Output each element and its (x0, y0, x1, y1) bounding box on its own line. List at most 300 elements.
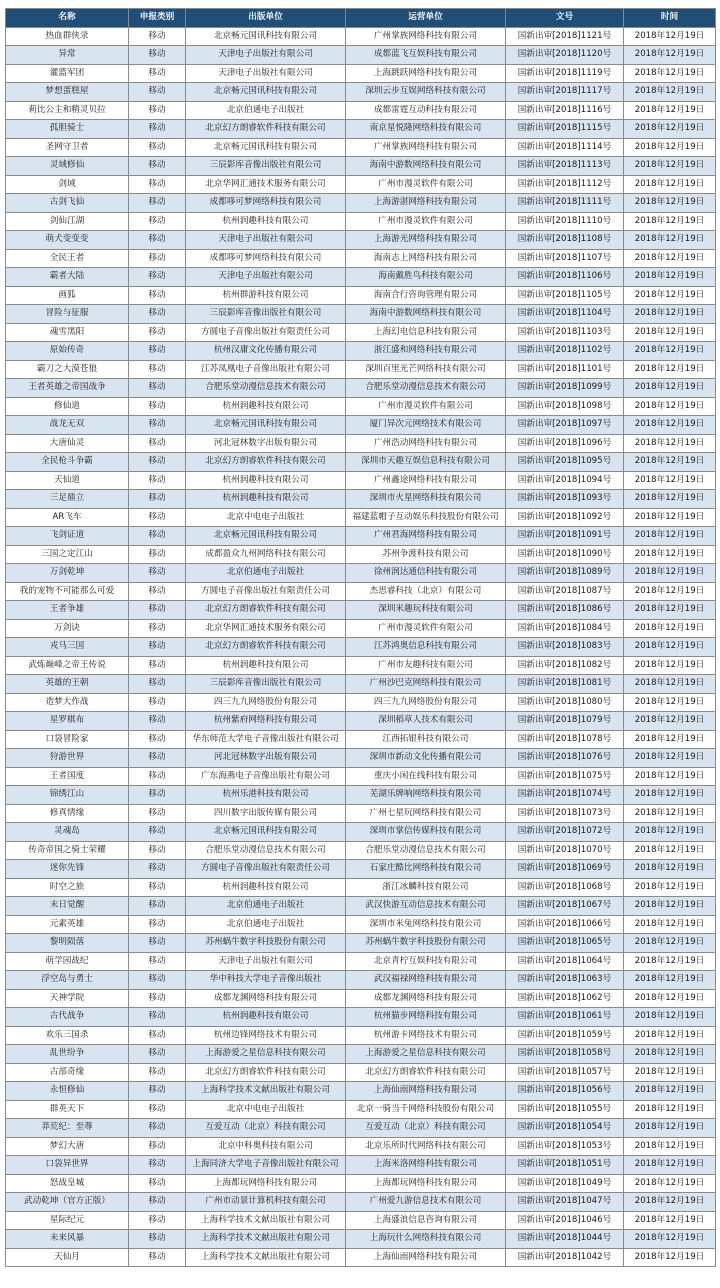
date-cell: 2018年12月19日 (624, 1230, 716, 1249)
name-cell: 永恒修仙 (6, 1082, 129, 1101)
date-cell: 2018年12月19日 (624, 1156, 716, 1175)
publisher-cell: 北京幻方朗睿软件科技有限公司 (186, 120, 346, 139)
publisher-cell: 成都龙渊网络科技有限公司 (186, 989, 346, 1008)
category-cell: 移动 (129, 730, 186, 749)
date-cell: 2018年12月19日 (624, 564, 716, 583)
approval-number-cell: 国新出审[2018]1094号 (506, 471, 624, 490)
operator-cell: 海南中游数网络科技有限公司 (346, 157, 506, 176)
publisher-cell: 北京中科奥科技有限公司 (186, 1137, 346, 1156)
publisher-cell: 天津电子出版社有限公司 (186, 231, 346, 250)
date-cell: 2018年12月19日 (624, 360, 716, 379)
approval-number-cell: 国新出审[2018]1099号 (506, 379, 624, 398)
table-row (6, 157, 716, 176)
date-cell: 2018年12月19日 (624, 434, 716, 453)
approval-number-cell: 国新出审[2018]1111号 (506, 194, 624, 213)
approval-number-cell: 国新出审[2018]1076号 (506, 749, 624, 768)
table-row (6, 249, 716, 268)
table-row (6, 138, 716, 157)
approval-number-cell: 国新出审[2018]1062号 (506, 989, 624, 1008)
date-cell: 2018年12月19日 (624, 397, 716, 416)
name-cell: 造梦大作战 (6, 693, 129, 712)
name-cell: 戎马三国 (6, 638, 129, 657)
table-row (6, 305, 716, 324)
approval-number-cell: 国新出审[2018]1042号 (506, 1248, 624, 1267)
name-cell: 武动乾坤（官方正版） (6, 1193, 129, 1212)
category-cell: 移动 (129, 915, 186, 934)
table-row (6, 360, 716, 379)
operator-cell: 广州鑫途网络科技有限公司 (346, 471, 506, 490)
name-cell: 梦想蛋糕屋 (6, 83, 129, 102)
name-cell: 萌学园战纪 (6, 952, 129, 971)
publisher-cell: 天津电子出版社有限公司 (186, 952, 346, 971)
publisher-cell: 成都盈众九州网络科技有限公司 (186, 545, 346, 564)
category-cell: 移动 (129, 397, 186, 416)
publisher-cell: 上海科学技术文献出版社有限公司 (186, 1082, 346, 1101)
table-row (6, 268, 716, 287)
approval-number-cell: 国新出审[2018]1070号 (506, 841, 624, 860)
name-cell: 万剑诀 (6, 619, 129, 638)
category-cell: 移动 (129, 416, 186, 435)
category-cell: 移动 (129, 305, 186, 324)
approval-number-cell: 国新出审[2018]1105号 (506, 286, 624, 305)
date-cell: 2018年12月19日 (624, 878, 716, 897)
operator-cell: 石家庄酷比网络科技有限公司 (346, 860, 506, 879)
date-cell: 2018年12月19日 (624, 1119, 716, 1138)
date-cell: 2018年12月19日 (624, 841, 716, 860)
category-cell: 移动 (129, 823, 186, 842)
table-row (6, 675, 716, 694)
publisher-cell: 上海游爱之星信息科技有限公司 (186, 1045, 346, 1064)
category-cell: 移动 (129, 564, 186, 583)
category-cell: 移动 (129, 786, 186, 805)
name-cell: 黎明陨落 (6, 934, 129, 953)
table-row (6, 601, 716, 620)
table-row (6, 878, 716, 897)
operator-cell: 广州市友趣科技有限公司 (346, 656, 506, 675)
date-cell: 2018年12月19日 (624, 527, 716, 546)
name-cell: 天神学院 (6, 989, 129, 1008)
operator-cell: 广州掌族网络科技有限公司 (346, 27, 506, 46)
date-cell: 2018年12月19日 (624, 545, 716, 564)
category-cell: 移动 (129, 1193, 186, 1212)
operator-cell: 广州市漫灵软件有限公司 (346, 397, 506, 416)
operator-cell: 广州市漫灵软件有限公司 (346, 619, 506, 638)
operator-cell: 杭州猫步网络科技有限公司 (346, 1008, 506, 1027)
column-header-category: 申报类别 (129, 9, 186, 28)
category-cell: 移动 (129, 194, 186, 213)
operator-cell: 成都蓝飞互娱科技有限公司 (346, 46, 506, 65)
name-cell: 全民枪斗争霸 (6, 453, 129, 472)
name-cell: 乱世纷争 (6, 1045, 129, 1064)
operator-cell: 江苏鸿奥信息科技有限公司 (346, 638, 506, 657)
approval-number-cell: 国新出审[2018]1066号 (506, 915, 624, 934)
table-row (6, 231, 716, 250)
table-row (6, 749, 716, 768)
date-cell: 2018年12月19日 (624, 138, 716, 157)
table-row (6, 1137, 716, 1156)
date-cell: 2018年12月19日 (624, 693, 716, 712)
date-cell: 2018年12月19日 (624, 934, 716, 953)
operator-cell: 深圳百里光芒网络科技有限公司 (346, 360, 506, 379)
approval-number-cell: 国新出审[2018]1108号 (506, 231, 624, 250)
operator-cell: 杰思睿科技（北京）有限公司 (346, 582, 506, 601)
approval-table-container (5, 8, 715, 1267)
name-cell: AR飞车 (6, 508, 129, 527)
approval-number-cell: 国新出审[2018]1086号 (506, 601, 624, 620)
approval-number-cell: 国新出审[2018]1119号 (506, 64, 624, 83)
operator-cell: 上海游湛网络科技有限公司 (346, 194, 506, 213)
approval-number-cell: 国新出审[2018]1075号 (506, 767, 624, 786)
name-cell: 热血群侠录 (6, 27, 129, 46)
table-row (6, 1248, 716, 1267)
name-cell: 星际纪元 (6, 1211, 129, 1230)
category-cell: 移动 (129, 1008, 186, 1027)
operator-cell: 南京星悦隆网络科技有限公司 (346, 120, 506, 139)
publisher-cell: 北京中电电子出版社 (186, 508, 346, 527)
category-cell: 移动 (129, 268, 186, 287)
approval-number-cell: 国新出审[2018]1053号 (506, 1137, 624, 1156)
publisher-cell: 杭州乐港科技有限公司 (186, 786, 346, 805)
date-cell: 2018年12月19日 (624, 471, 716, 490)
name-cell: 战龙无双 (6, 416, 129, 435)
operator-cell: 上海游光网络科技有限公司 (346, 231, 506, 250)
table-row (6, 120, 716, 139)
table-row (6, 175, 716, 194)
table-row (6, 1174, 716, 1193)
publisher-cell: 华东师范大学电子音像出版社有限公司 (186, 730, 346, 749)
publisher-cell: 上海科学技术文献出版社有限公司 (186, 1230, 346, 1249)
approval-number-cell: 国新出审[2018]1044号 (506, 1230, 624, 1249)
publisher-cell: 杭州群游科技有限公司 (186, 286, 346, 305)
category-cell: 移动 (129, 360, 186, 379)
table-row (6, 1156, 716, 1175)
name-cell: 怒战皇城 (6, 1174, 129, 1193)
approval-number-cell: 国新出审[2018]1096号 (506, 434, 624, 453)
table-row (6, 1026, 716, 1045)
column-header-date: 时间 (624, 9, 716, 28)
date-cell: 2018年12月19日 (624, 379, 716, 398)
table-row (6, 564, 716, 583)
operator-cell: 四三九九网络股份有限公司 (346, 693, 506, 712)
date-cell: 2018年12月19日 (624, 323, 716, 342)
operator-cell: 深圳市米兔网络科技有限公司 (346, 915, 506, 934)
table-row (6, 1063, 716, 1082)
table-row (6, 841, 716, 860)
name-cell: 霸刀之大漠苍狼 (6, 360, 129, 379)
name-cell: 王者国度 (6, 767, 129, 786)
publisher-cell: 杭州润趣科技有限公司 (186, 212, 346, 231)
table-row (6, 860, 716, 879)
publisher-cell: 北京畅元国讯科技有限公司 (186, 83, 346, 102)
category-cell: 移动 (129, 767, 186, 786)
table-row (6, 804, 716, 823)
table-row (6, 897, 716, 916)
name-cell: 灵魂岛 (6, 823, 129, 842)
category-cell: 移动 (129, 841, 186, 860)
approval-number-cell: 国新出审[2018]1067号 (506, 897, 624, 916)
operator-cell: 芜湖乐牌响网络科技有限公司 (346, 786, 506, 805)
table-row (6, 1100, 716, 1119)
name-cell: 莽荒纪：至尊 (6, 1119, 129, 1138)
table-row (6, 582, 716, 601)
category-cell: 移动 (129, 1026, 186, 1045)
operator-cell: 广州浩动网络科技有限公司 (346, 434, 506, 453)
category-cell: 移动 (129, 1045, 186, 1064)
table-body (6, 27, 716, 1267)
approval-number-cell: 国新出审[2018]1073号 (506, 804, 624, 823)
date-cell: 2018年12月19日 (624, 1100, 716, 1119)
date-cell: 2018年12月19日 (624, 157, 716, 176)
date-cell: 2018年12月19日 (624, 638, 716, 657)
approval-number-cell: 国新出审[2018]1089号 (506, 564, 624, 583)
date-cell: 2018年12月19日 (624, 1008, 716, 1027)
name-cell: 霸者大陆 (6, 268, 129, 287)
approval-number-cell: 国新出审[2018]1097号 (506, 416, 624, 435)
category-cell: 移动 (129, 286, 186, 305)
category-cell: 移动 (129, 693, 186, 712)
name-cell: 孤胆骑士 (6, 120, 129, 139)
approval-number-cell: 国新出审[2018]1081号 (506, 675, 624, 694)
name-cell: 英雄的王朝 (6, 675, 129, 694)
name-cell: 群英天下 (6, 1100, 129, 1119)
category-cell: 移动 (129, 101, 186, 120)
category-cell: 移动 (129, 1063, 186, 1082)
date-cell: 2018年12月19日 (624, 675, 716, 694)
category-cell: 移动 (129, 157, 186, 176)
category-cell: 移动 (129, 490, 186, 509)
name-cell: 萌犬变变变 (6, 231, 129, 250)
publisher-cell: 广东海燕电子音像出版社有限公司 (186, 767, 346, 786)
publisher-cell: 北京中电电子出版社 (186, 1100, 346, 1119)
operator-cell: 浙江盛和网络科技有限公司 (346, 342, 506, 361)
publisher-cell: 天津电子出版社有限公司 (186, 64, 346, 83)
category-cell: 移动 (129, 749, 186, 768)
operator-cell: 广州市漫灵软件有限公司 (346, 175, 506, 194)
approval-number-cell: 国新出审[2018]1079号 (506, 712, 624, 731)
table-row (6, 27, 716, 46)
name-cell: 狩游世界 (6, 749, 129, 768)
name-cell: 我的宠物不可能那么可爱 (6, 582, 129, 601)
name-cell: 飞剑证道 (6, 527, 129, 546)
category-cell: 移动 (129, 1174, 186, 1193)
category-cell: 移动 (129, 323, 186, 342)
approval-number-cell: 国新出审[2018]1112号 (506, 175, 624, 194)
table-row (6, 730, 716, 749)
name-cell: 剑域 (6, 175, 129, 194)
publisher-cell: 北京幻方朗睿软件科技有限公司 (186, 1063, 346, 1082)
table-row (6, 508, 716, 527)
name-cell: 王者争雄 (6, 601, 129, 620)
approval-number-cell: 国新出审[2018]1063号 (506, 971, 624, 990)
table-row (6, 1193, 716, 1212)
publisher-cell: 北京畅元国讯科技有限公司 (186, 27, 346, 46)
category-cell: 移动 (129, 1230, 186, 1249)
date-cell: 2018年12月19日 (624, 342, 716, 361)
approval-number-cell: 国新出审[2018]1092号 (506, 508, 624, 527)
date-cell: 2018年12月19日 (624, 767, 716, 786)
table-row (6, 1082, 716, 1101)
approval-number-cell: 国新出审[2018]1049号 (506, 1174, 624, 1193)
approval-number-cell: 国新出审[2018]1069号 (506, 860, 624, 879)
publisher-cell: 杭州润趣科技有限公司 (186, 397, 346, 416)
operator-cell: 广州沙巴克网络科技有限公司 (346, 675, 506, 694)
category-cell: 移动 (129, 989, 186, 1008)
category-cell: 移动 (129, 434, 186, 453)
date-cell: 2018年12月19日 (624, 730, 716, 749)
date-cell: 2018年12月19日 (624, 786, 716, 805)
operator-cell: 武汉快游互动信息技术有限公司 (346, 897, 506, 916)
name-cell: 冒险与征服 (6, 305, 129, 324)
approval-number-cell: 国新出审[2018]1090号 (506, 545, 624, 564)
approval-number-cell: 国新出审[2018]1115号 (506, 120, 624, 139)
column-header-operator: 运营单位 (346, 9, 506, 28)
approval-number-cell: 国新出审[2018]1072号 (506, 823, 624, 842)
name-cell: 全民王者 (6, 249, 129, 268)
operator-cell: 上海都玩网络科技有限公司 (346, 1174, 506, 1193)
date-cell: 2018年12月19日 (624, 175, 716, 194)
name-cell: 三国之定江山 (6, 545, 129, 564)
category-cell: 移动 (129, 1137, 186, 1156)
publisher-cell: 方圆电子音像出版社有限责任公司 (186, 860, 346, 879)
name-cell: 浮空岛与勇士 (6, 971, 129, 990)
publisher-cell: 合肥乐堂动漫信息技术有限公司 (186, 841, 346, 860)
date-cell: 2018年12月19日 (624, 27, 716, 46)
operator-cell: 深圳市掌信传媒科技有限公司 (346, 823, 506, 842)
column-header-publisher: 出版单位 (186, 9, 346, 28)
table-row (6, 379, 716, 398)
date-cell: 2018年12月19日 (624, 268, 716, 287)
date-cell: 2018年12月19日 (624, 804, 716, 823)
date-cell: 2018年12月19日 (624, 860, 716, 879)
date-cell: 2018年12月19日 (624, 1248, 716, 1267)
approval-number-cell: 国新出审[2018]1116号 (506, 101, 624, 120)
operator-cell: 广州市漫灵软件有限公司 (346, 212, 506, 231)
approval-number-cell: 国新出审[2018]1059号 (506, 1026, 624, 1045)
category-cell: 移动 (129, 175, 186, 194)
approval-number-cell: 国新出审[2018]1103号 (506, 323, 624, 342)
operator-cell: 福建蓝帽子互动娱乐科技股份有限公司 (346, 508, 506, 527)
category-cell: 移动 (129, 1082, 186, 1101)
operator-cell: 北京乐所时代网络科技有限公司 (346, 1137, 506, 1156)
approval-number-cell: 国新出审[2018]1083号 (506, 638, 624, 657)
name-cell: 元素英雄 (6, 915, 129, 934)
operator-cell: 徐州润达通信科技有限公司 (346, 564, 506, 583)
approval-number-cell: 国新出审[2018]1084号 (506, 619, 624, 638)
operator-cell: 深圳市天趣互娱信息科技有限公司 (346, 453, 506, 472)
date-cell: 2018年12月19日 (624, 915, 716, 934)
operator-cell: 海南戴胜鸟科技有限公司 (346, 268, 506, 287)
publisher-cell: 杭州润趣科技有限公司 (186, 471, 346, 490)
table-row (6, 471, 716, 490)
publisher-cell: 杭州润趣科技有限公司 (186, 656, 346, 675)
publisher-cell: 北京畅元国讯科技有限公司 (186, 138, 346, 157)
date-cell: 2018年12月19日 (624, 656, 716, 675)
publisher-cell: 上海同济大学电子音像出版社有限公司 (186, 1156, 346, 1175)
publisher-cell: 上海科学技术文献出版社有限公司 (186, 1248, 346, 1267)
table-row (6, 1119, 716, 1138)
name-cell: 迷你先锋 (6, 860, 129, 879)
category-cell: 移动 (129, 471, 186, 490)
operator-cell: 上海幻电信息科技有限公司 (346, 323, 506, 342)
approval-number-cell: 国新出审[2018]1064号 (506, 952, 624, 971)
operator-cell: 深圳稻草人技术有限公司 (346, 712, 506, 731)
date-cell: 2018年12月19日 (624, 582, 716, 601)
category-cell: 移动 (129, 83, 186, 102)
publisher-cell: 杭州润趣科技有限公司 (186, 878, 346, 897)
category-cell: 移动 (129, 138, 186, 157)
table-header (6, 9, 716, 28)
name-cell: 古剑飞仙 (6, 194, 129, 213)
table-row (6, 915, 716, 934)
table-row (6, 323, 716, 342)
table-row (6, 64, 716, 83)
approval-number-cell: 国新出审[2018]1114号 (506, 138, 624, 157)
publisher-cell: 江苏凤凰电子音像出版社有限公司 (186, 360, 346, 379)
date-cell: 2018年12月19日 (624, 1082, 716, 1101)
table-row (6, 989, 716, 1008)
operator-cell: 杭州游卡网络技术有限公司 (346, 1026, 506, 1045)
date-cell: 2018年12月19日 (624, 749, 716, 768)
operator-cell: 合肥乐堂动漫信息技术有限公司 (346, 841, 506, 860)
date-cell: 2018年12月19日 (624, 286, 716, 305)
category-cell: 移动 (129, 675, 186, 694)
approval-number-cell: 国新出审[2018]1047号 (506, 1193, 624, 1212)
category-cell: 移动 (129, 1100, 186, 1119)
date-cell: 2018年12月19日 (624, 1193, 716, 1212)
publisher-cell: 成都哆可梦网络科技有限公司 (186, 249, 346, 268)
category-cell: 移动 (129, 601, 186, 620)
table-row (6, 545, 716, 564)
approval-number-cell: 国新出审[2018]1101号 (506, 360, 624, 379)
table-row (6, 490, 716, 509)
category-cell: 移动 (129, 656, 186, 675)
date-cell: 2018年12月19日 (624, 823, 716, 842)
category-cell: 移动 (129, 231, 186, 250)
publisher-cell: 北京幻方朗睿软件科技有限公司 (186, 453, 346, 472)
approval-number-cell: 国新出审[2018]1091号 (506, 527, 624, 546)
name-cell: 末日觉醒 (6, 897, 129, 916)
category-cell: 移动 (129, 508, 186, 527)
table-row (6, 212, 716, 231)
publisher-cell: 上海科学技术文献出版社有限公司 (186, 1211, 346, 1230)
category-cell: 移动 (129, 952, 186, 971)
date-cell: 2018年12月19日 (624, 1026, 716, 1045)
approval-number-cell: 国新出审[2018]1068号 (506, 878, 624, 897)
table-row (6, 46, 716, 65)
table-row (6, 83, 716, 102)
name-cell: 大唐仙灵 (6, 434, 129, 453)
operator-cell: 上海游爱之星信息科技有限公司 (346, 1045, 506, 1064)
publisher-cell: 河北冠林数字出版有限公司 (186, 749, 346, 768)
operator-cell: 厦门异次元网络技术有限公司 (346, 416, 506, 435)
date-cell: 2018年12月19日 (624, 101, 716, 120)
table-row (6, 712, 716, 731)
table-row (6, 397, 716, 416)
approval-number-cell: 国新出审[2018]1121号 (506, 27, 624, 46)
publisher-cell: 杭州紫府网络科技有限公司 (186, 712, 346, 731)
approval-number-cell: 国新出审[2018]1078号 (506, 730, 624, 749)
publisher-cell: 上海都玩网络科技有限公司 (186, 1174, 346, 1193)
date-cell: 2018年12月19日 (624, 897, 716, 916)
column-header-name: 名称 (6, 9, 129, 28)
publisher-cell: 苏州蜗牛数字科技股份有限公司 (186, 934, 346, 953)
publisher-cell: 杭州边锋网络技术有限公司 (186, 1026, 346, 1045)
date-cell: 2018年12月19日 (624, 971, 716, 990)
name-cell: 莉比公主和精灵贝拉 (6, 101, 129, 120)
date-cell: 2018年12月19日 (624, 83, 716, 102)
name-cell: 原始传奇 (6, 342, 129, 361)
category-cell: 移动 (129, 897, 186, 916)
